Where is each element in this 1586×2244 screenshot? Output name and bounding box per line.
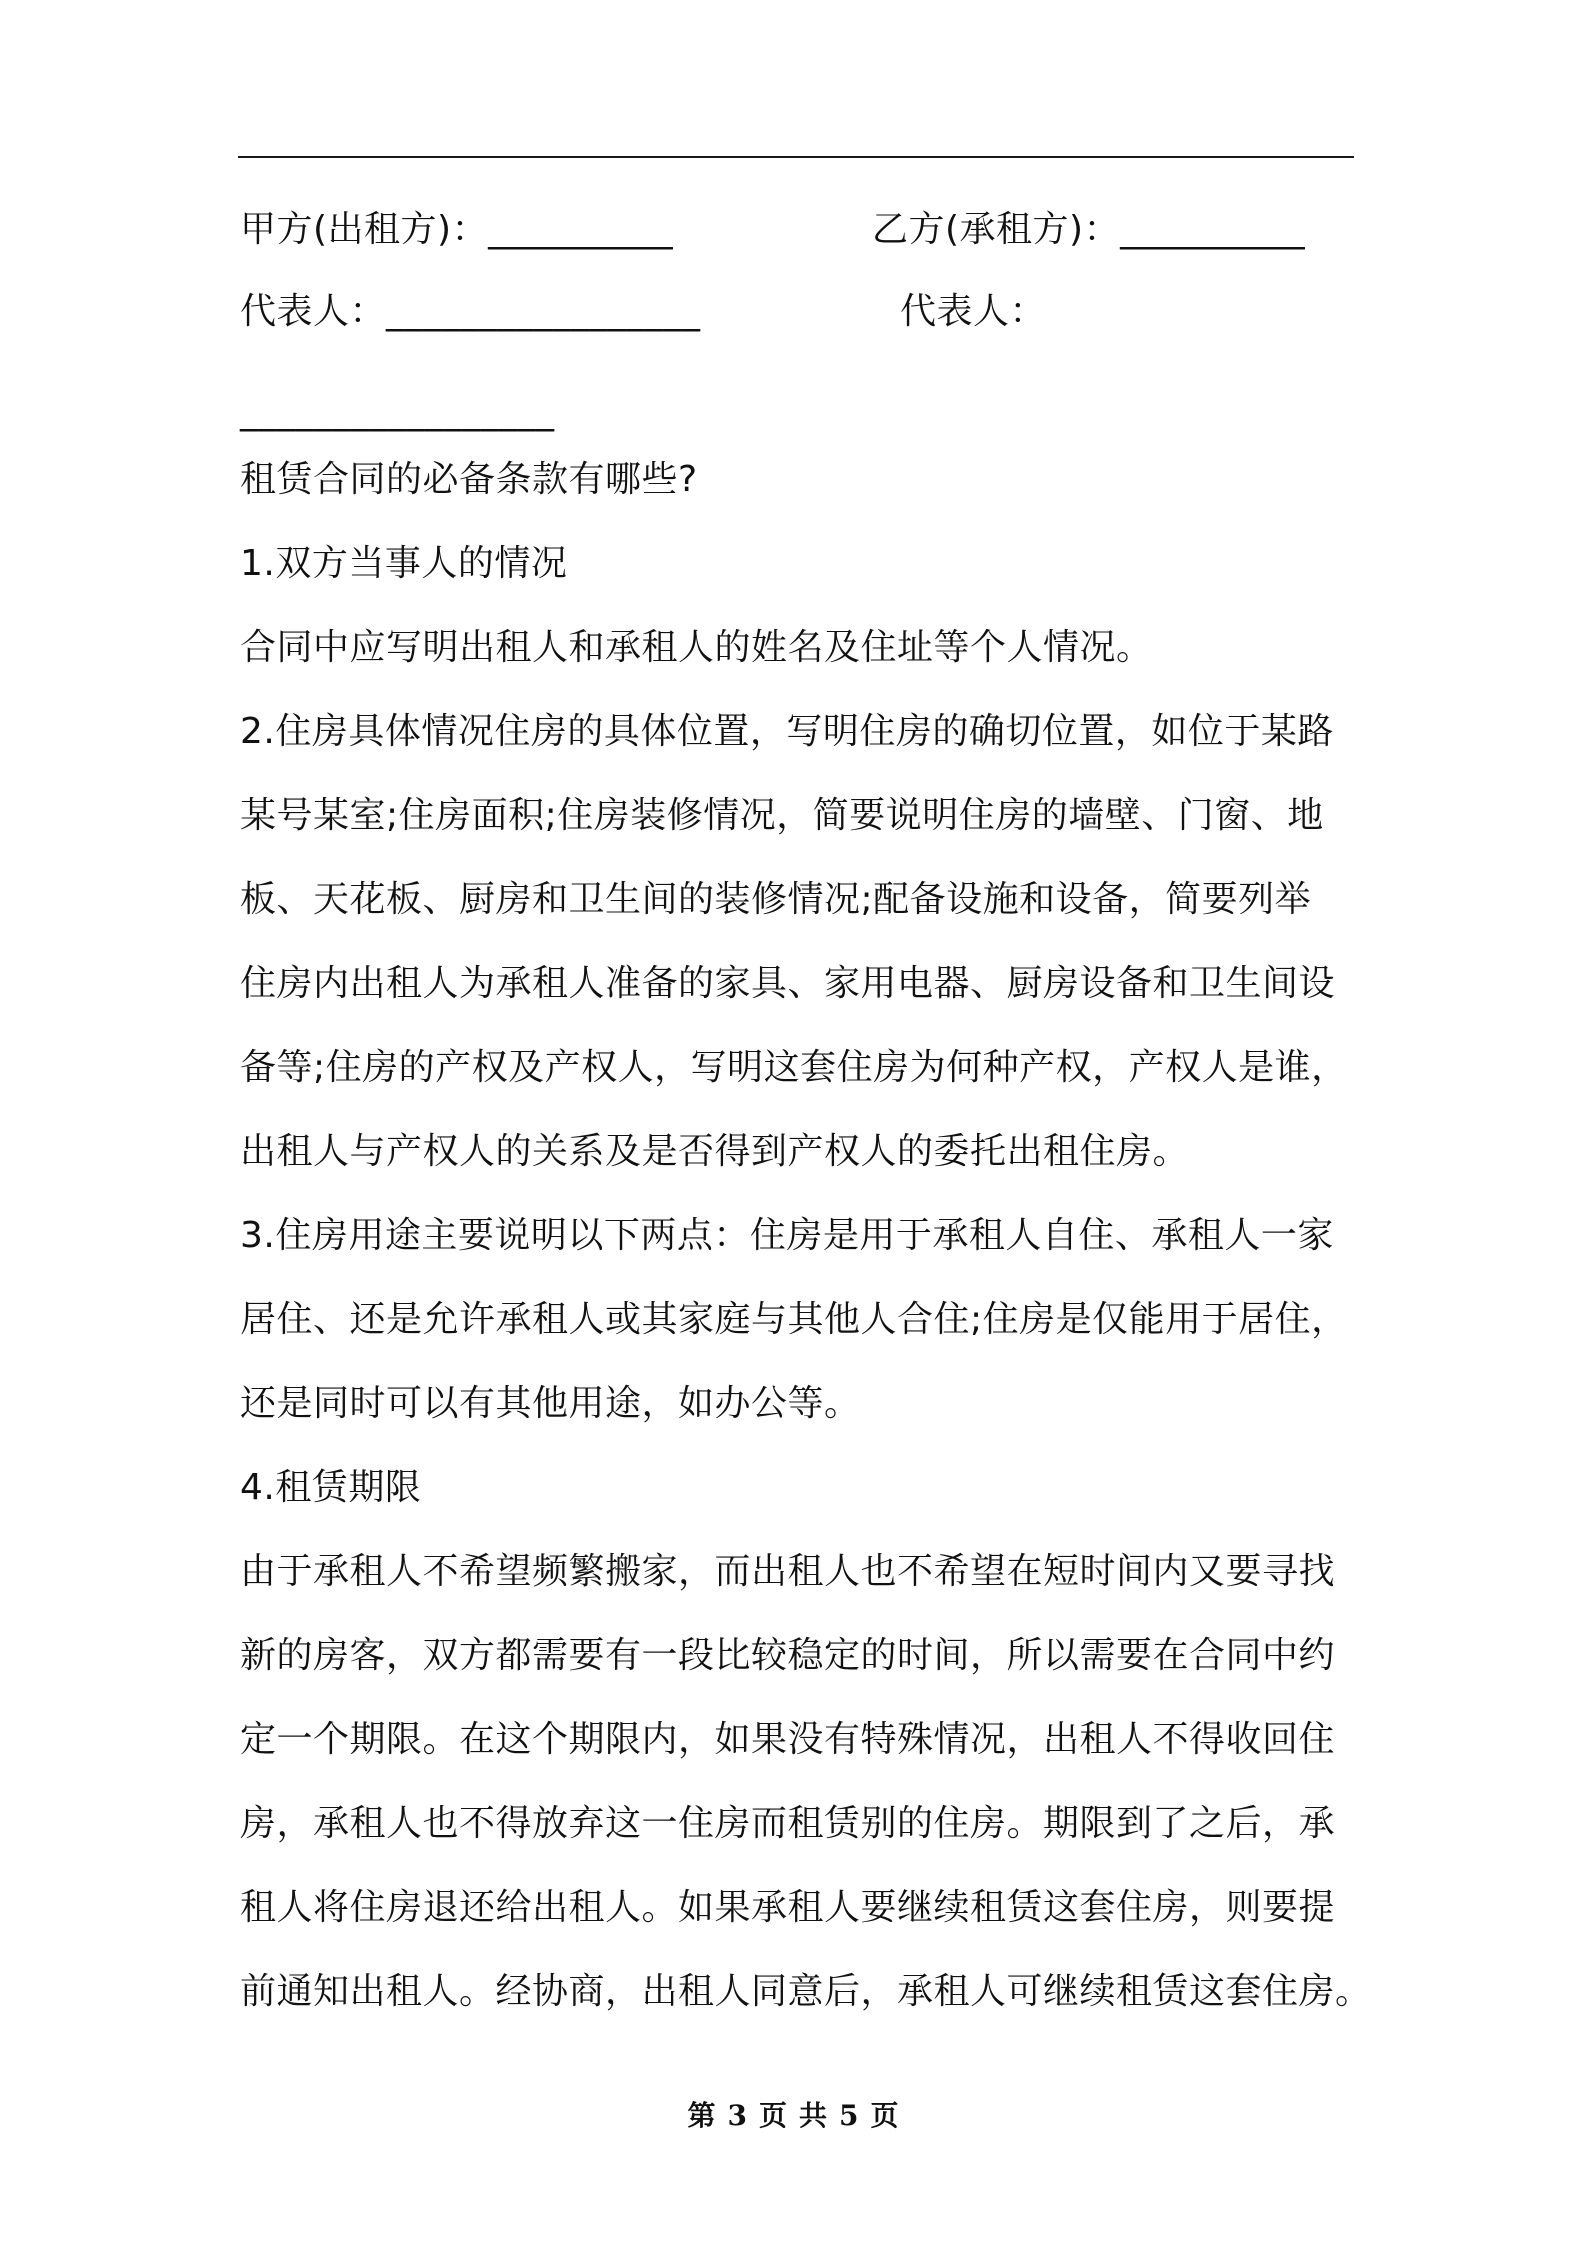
section-2-line: 某号某室;住房面积;住房装修情况，简要说明住房的墙壁、门窗、地 — [240, 795, 1324, 836]
section-2-line: 住房内出租人为承租人准备的家具、家用电器、厨房设备和卫生间设 — [240, 963, 1336, 1004]
section-3-line: 居住、还是允许承租人或其家庭与其他人合住;住房是仅能用于居住， — [240, 1299, 1348, 1340]
section-2-line: 出租人与产权人的关系及是否得到产权人的委托出租住房。 — [240, 1131, 1190, 1172]
section-1-title: 1.双方当事人的情况 — [240, 543, 568, 584]
section-3-line: 3.住房用途主要说明以下两点：住房是用于承租人自住、承租人一家 — [240, 1215, 1334, 1256]
section-1-line: 合同中应写明出租人和承租人的姓名及住址等个人情况。 — [240, 627, 1153, 668]
section-3-line: 还是同时可以有其他用途，如办公等。 — [240, 1383, 861, 1424]
top-divider — [238, 156, 1354, 158]
current-page-number: 3 — [727, 2099, 747, 2132]
footer-gong: 共 — [799, 2099, 828, 2132]
party-a-field: 甲方(出租方)：__________ — [240, 209, 674, 250]
section-4-line: 前通知出租人。经协商，出租人同意后，承租人可继续租赁这套住房。 — [240, 1971, 1372, 2012]
question-heading: 租赁合同的必备条款有哪些? — [240, 459, 698, 500]
section-4-line: 新的房客，双方都需要有一段比较稳定的时间，所以需要在合同中约 — [240, 1635, 1336, 1676]
section-4-line: 租人将住房退还给出租人。如果承租人要继续租赁这套住房，则要提 — [240, 1887, 1336, 1928]
total-pages-number: 5 — [839, 2099, 859, 2132]
representative-a-field: 代表人：_________________ — [240, 291, 701, 332]
section-4-line: 由于承租人不希望频繁搬家，而出租人也不希望在短时间内又要寻找 — [240, 1551, 1336, 1592]
footer-ye2: 页 — [870, 2099, 899, 2132]
representative-b-line: _________________ — [240, 391, 555, 432]
footer-ye: 页 — [758, 2099, 787, 2132]
footer-di: 第 — [687, 2099, 716, 2132]
section-4-title: 4.租赁期限 — [240, 1467, 422, 1508]
section-4-line: 房，承租人也不得放弃这一住房而租赁别的住房。期限到了之后，承 — [240, 1803, 1336, 1844]
representative-b-label: 代表人： — [900, 291, 1047, 332]
section-2-line: 板、天花板、厨房和卫生间的装修情况;配备设施和设备，简要列举 — [240, 879, 1312, 920]
party-b-field: 乙方(承租方)：__________ — [872, 209, 1306, 250]
page-footer — [0, 2098, 1586, 2134]
section-4-line: 定一个期限。在这个期限内，如果没有特殊情况，出租人不得收回住 — [240, 1719, 1336, 1760]
section-2-line: 2.住房具体情况住房的具体位置，写明住房的确切位置，如位于某路 — [240, 711, 1334, 752]
section-2-line: 备等;住房的产权及产权人，写明这套住房为何种产权，产权人是谁， — [240, 1047, 1348, 1088]
